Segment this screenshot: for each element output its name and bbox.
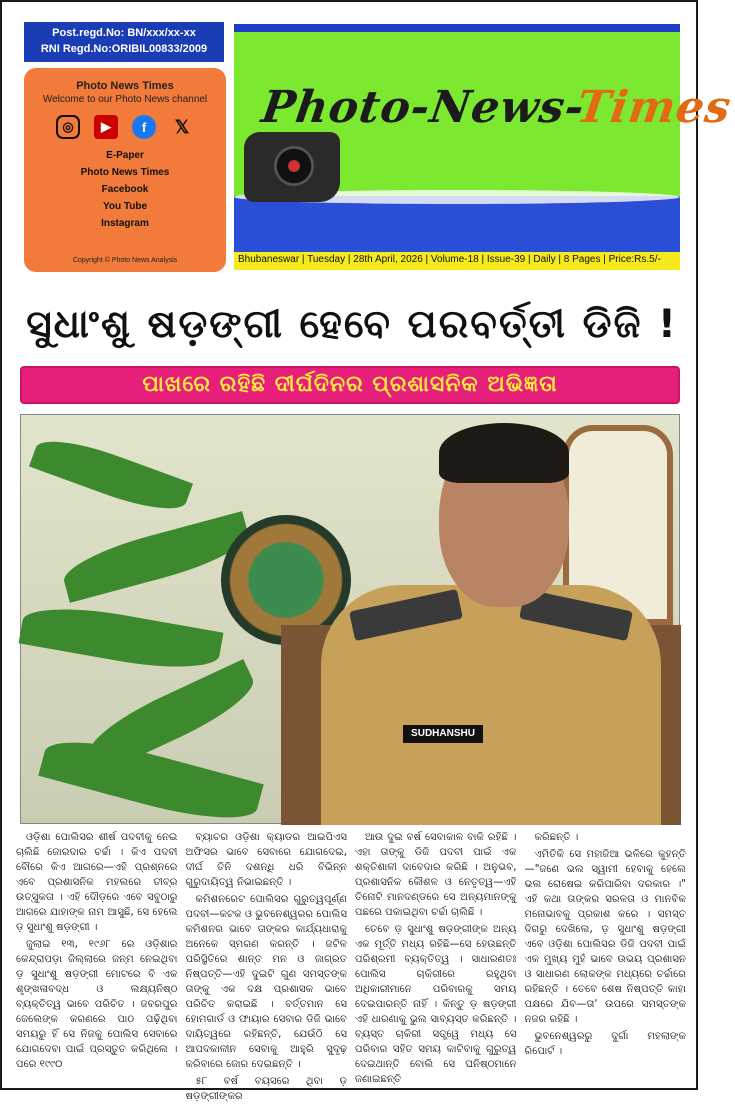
article-paragraph: ଓଡ଼ିଶା ପୋଲିସର ଶୀର୍ଷ ପଦବୀକୁ ନେଇ ଚାଲିଛି ଜୋରଦାର ଚର୍ଚ୍ଚା । କିଏ ପଦବୀ ବୌରେ କିଏ ଆଗରେ—ଏହି ପ୍ରଶ୍ନରେ ଏବେ ପ୍ରଶାସନିକ ମହଲରେ ତୀବ୍ର ଉତ୍ସୁକତା । ଏହି ଦୌଡ଼ରେ ଏବେ ସବୁଠାରୁ ଆଗରେ ଯାହାଙ୍କ ନାମ ଆସୁଛି, ସେ ହେଲେ ଡ଼ ସୁଧାଂଶୁ ଷଡ଼ଙ୍ଗୀ । [16,832,178,933]
officer-nameplate: SUDHANSHU [403,725,483,743]
article-columns [16,830,686,1102]
social-icon-row [24,115,226,139]
main-headline: ସୁଧାଂଶୁ ଷଡ଼ଙ୍ଗୀ ହେବେ ପରବର୍ତ୍ତୀ ଡିଜି ! [26,302,678,347]
article-paragraph: କରିଛନ୍ତି । [534,832,579,843]
social-link-list [24,147,226,232]
social-links-card [24,68,226,272]
facebook-icon[interactable]: f [132,115,156,139]
x-twitter-icon[interactable]: 𝕏 [174,116,190,137]
masthead-part1: Photo-News- [258,82,581,133]
article-paragraph: ଏମିତିକି ସେ ମହାଜିଆ ଭଳିରେ କୁହନ୍ତି—"ଜଣେ ଭଲ ସ୍ୱାମୀ ହେବାକୁ ହେଲେ ଭଲ ରୋଷେଇ କରିପାରିବା ଦରକାର ।" ଏହି କଥା ତାଙ୍କର ସରଳତା ଓ ମାନବିକ ମନୋଭାବକୁ ପ୍ରକାଶ କରେ । ସମସ୍ତ ଦିଗରୁ ଦେଖିଲେ, ଡ଼ ସୁଧାଂଶୁ ଷଡ଼ଙ୍ଗୀ ଏବେ ଓଡ଼ିଶା ପୋଲିସର ଡିଜି ପଦବୀ ପାଇଁ ଏକ ମୁଖ୍ୟ ମୁହଁ ଭାବେ ଉଭୟ ପ୍ରଶାସନ ଓ ସାଧାରଣ ଲୋକଙ୍କ ମଧ୍ୟରେ ଚର୍ଚ୍ଚାରେ ରହିଛନ୍ତି । ତେବେ ଶେଷ ନିଷ୍ପତ୍ତି କାହା ପକ୍ଷରେ ଯିବ—ତା' ଉପରେ ସମସ୍ତଙ୍କ ନଜର ରହିଛି । [524,849,686,1025]
photo-officer [321,415,661,825]
article-paragraph: ତେବେ ଡ଼ ସୁଧାଂଶୁ ଷଡ଼ଙ୍ଗୀଙ୍କ ଅନ୍ୟ ଏକ ମୂର୍ତ୍ତି ମଧ୍ୟ ରହିଛି—ସେ ହେଉଛନ୍ତି ପରିଶ୍ରମୀ ବ୍ୟକ୍ତିତ୍ୱ । ସାଧାରଣତଃ ପୋଲିସ ଚାକିରୀରେ ରହୁଥିବା ଅଧିକାରୀମାନେ ପରିବାରକୁ ସମୟ ଦେଇପାରନ୍ତି ନାହିଁ । କିନ୍ତୁ ଡ଼ ଷଡ଼ଙ୍ଗୀ ଏହି ଧାରଣାକୁ ଭୁଲ ସାବ୍ୟସ୍ତ କରିଛନ୍ତି । ବ୍ୟସ୍ତ ଚାକିରୀ ସତ୍ତ୍ୱେ ମଧ୍ୟ ସେ ପରିବାର ସହିତ ସମୟ କାଟିବାକୁ ଗୁରୁତ୍ୱ ଦେଇଥାନ୍ତି ବୋଲି ସେ ଘନିଷ୍ଠମାନେ ଜଣାଇଛନ୍ତି [355,924,517,1085]
facebook-link[interactable]: Facebook [101,184,149,195]
story-photo [20,414,680,824]
post-regd-number: Post.regd.No: BN/xxx/xx-xx [52,27,196,39]
article-paragraph: ବ୍ୟାଚର ଓଡ଼ିଶା କ୍ୟାଡର ଆଇପିଏସ ଅଫିସର ଭାବେ ସେବାରେ ଯୋଗଦେଇ, ଦୀର୍ଘ ତିନି ଦଶନ୍ଧି ଧରି ବିଭିନ୍ନ ଗୁରୁଦାୟିତ୍ୱ ନିଭାଇଛନ୍ତି । [185,832,347,888]
article-paragraph: ୫୮ ବର୍ଷ ବୟସରେ ଥିବା ଡ଼ ଷଡ଼ଙ୍ଗୀଙ୍କର [185,1076,347,1102]
article-column-1 [16,830,178,1084]
registration-box [24,22,224,62]
youtube-link[interactable]: You Tube [102,201,148,212]
masthead-title [258,82,734,133]
article-paragraph: ଜୁଲାଇ ୧୩, ୧୯୬୮ ରେ ଓଡ଼ିଶାର କେନ୍ଦ୍ରାପଡ଼ା ଜିଲ୍ଲାରେ ଜନ୍ମ ନେଇଥିବା ଡ଼ ସୁଧାଂଶୁ ଷଡ଼ଙ୍ଗୀ ମୋଟରେ ବି ଏକ ଶୃଙ୍ଖଳାବଦ୍ଧ ଓ ଲକ୍ଷ୍ୟନିଷ୍ଠ ବ୍ୟକ୍ତିତ୍ୱ ଭାବେ ପରିଚିତ । ଜବରପୁର ଜେଲେଙ୍କ କରଣରେ ପାଠ ପଢ଼ିଥିବା ସମୟରୁ ହିଁ ସେ ନିଜକୁ ପୋଲିସ ସେବାରେ ଯୋଗଦେବା ପାଇଁ ପ୍ରସ୍ତୁତ କରିଥିଲେ । ପରେ ୧୯୯୦ [16,939,178,1070]
youtube-icon[interactable]: ▶ [94,115,118,139]
social-card-welcome: Welcome to our Photo News channel [42,94,208,105]
social-card-copyright: Copyright © Photo News Analysis [72,257,178,264]
social-card-title: Photo News Times [76,80,174,92]
officer-hair [439,423,569,483]
epaper-link[interactable]: E-Paper [106,150,144,161]
masthead-banner [234,24,735,252]
article-column-3 [355,830,517,1084]
dateline: Bhubaneswar | Tuesday | 28th April, 2026 | Volume-18 | Issue-39 | Daily | 8 Pages | Price:Rs.5/- [234,252,680,270]
photo-news-times-link[interactable]: Photo News Times [80,167,170,178]
rni-regd-number: RNI Regd.No:ORIBIL00833/2009 [40,43,208,55]
article-column-2 [185,830,348,1102]
article-paragraph: ଆଉ ଦୁଇ ବର୍ଷ ସେବାକାଳ ବାକି ରହିଛି । ଏହା ତାଙ୍କୁ ଡିଜି ପଦବୀ ପାଇଁ ଏକ ଶକ୍ତିଶାଳୀ ଦାବେଦାର କରିଛି । ଅନୁଭବ, ପ୍ରଶାସନିକ କୌଶଳ ଓ ନେତୃତ୍ୱ—ଏହି ତିନୋଟି ମାନଦଣ୍ଡରେ ସେ ଅନ୍ୟମାନଙ୍କୁ ପଛରେ ପକାଇଥିବା ଚର୍ଚ୍ଚା ଚାଲିଛି । [355,832,517,918]
article-paragraph: ଭୁବନେଶ୍ୱରରୁ ଦୁର୍ଗା ମହଲାଙ୍କ ରିପୋର୍ଟ । [524,1031,686,1057]
instagram-icon[interactable]: ◎ [56,115,80,139]
masthead-part2: Times [573,82,735,133]
instagram-link[interactable]: Instagram [101,218,149,229]
banner-sky [234,196,680,252]
article-paragraph: କମିଶନରେଟ ପୋଲିସର ଗୁରୁତ୍ୱପୂର୍ଣ୍ଣ ପଦବୀ—କଟକ ଓ ଭୁବନେଶ୍ୱରର ପୋଲିସ କମିଶନର ଭାବେ ତାଙ୍କର କାର୍ଯ୍ୟଧାରାକୁ ଅନେକେ ସ୍ମରଣ କରନ୍ତି । ଜଟିଳ ପରିସ୍ଥିତିରେ ଶାନ୍ତ ମନ ଓ ଜାଗ୍ରତ ନିଷ୍ପତ୍ତି—ଏହି ଦୁଇଟି ଗୁଣ ସମସ୍ତଙ୍କ ତାଙ୍କୁ ଏକ ଦକ୍ଷ ପ୍ରଶାସକ ଭାବେ ପରିଚିତ କରାଇଛି । ବର୍ତ୍ତମାନ ସେ ହୋମଗାର୍ଡ ଓ ଫାୟାର ସେବାର ଡିଜି ଭାବେ ଦାୟିତ୍ୱରେ ରହିଛନ୍ତି, ଯେଉଁଠି ସେ ଆପଦକାଳୀନ ସେବାକୁ ଆହୁରି ସୁଦୃଢ଼ କରିବାରେ ଜୋର ଦେଇଛନ୍ତି । [185,894,347,1070]
sub-headline: ପାଖରେ ରହିଛି ଦୀର୍ଘଦିନର ପ୍ରଶାସନିକ ଅଭିଜ୍ଞତା [20,366,680,404]
article-column-4 [525,830,687,1084]
camera-icon [244,132,340,202]
